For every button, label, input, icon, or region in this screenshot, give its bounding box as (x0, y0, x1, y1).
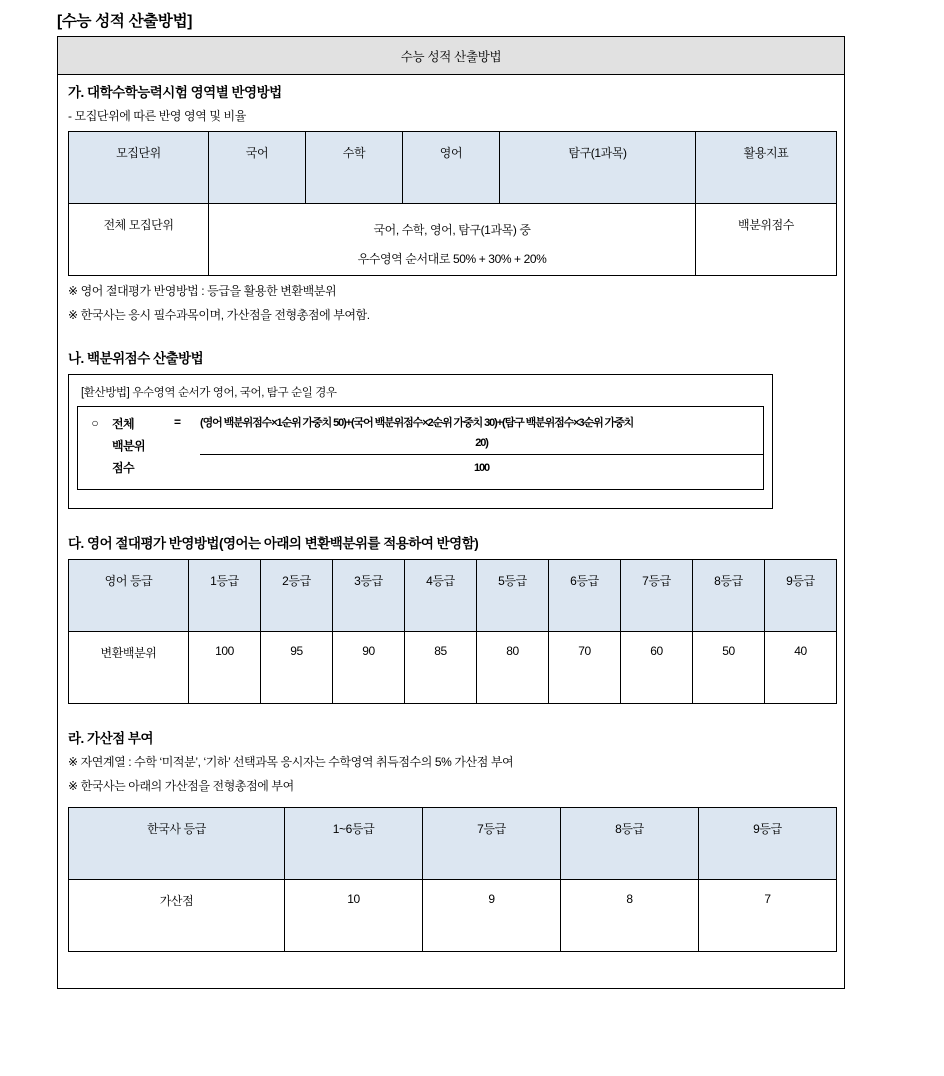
table-cell-value: 95 (261, 632, 333, 704)
table-cell-rule (209, 204, 696, 276)
section-a-subline: - 모집단위에 따른 반영 영역 및 비율 (68, 109, 246, 123)
table-cell-index: 백분위점수 (696, 204, 837, 276)
table-cell-value: 7 (699, 880, 837, 952)
section-c-heading: 다. 영어 절대평가 반영방법(영어는 아래의 변환백분위를 적용하여 반영함) (68, 536, 479, 551)
table-cell-value: 40 (765, 632, 837, 704)
korean-history-bonus-table (68, 807, 837, 952)
table-cell-value: 70 (549, 632, 621, 704)
banner-title: 수능 성적 산출방법 (58, 37, 844, 75)
table-header-cell: 4등급 (405, 560, 477, 632)
formula-row (78, 413, 763, 479)
table-cell-value: 10 (285, 880, 423, 952)
formula-caption: [환산방법] 우수영역 순서가 영어, 국어, 탐구 순일 경우 (81, 387, 337, 399)
table-cell-unit: 전체 모집단위 (69, 204, 209, 276)
table-row (69, 132, 837, 204)
table-header-cell: 한국사 등급 (69, 808, 285, 880)
page-title: [수능 성적 산출방법] (57, 13, 193, 30)
table-header-cell: 탐구(1과목) (500, 132, 696, 204)
rule-line-1: 국어, 수학, 영어, 탐구(1과목) 중 (373, 223, 531, 237)
table-header-cell: 활용지표 (696, 132, 837, 204)
table-header-cell: 5등급 (477, 560, 549, 632)
table-cell-value: 85 (405, 632, 477, 704)
table-cell-value: 50 (693, 632, 765, 704)
table-cell-value: 8 (561, 880, 699, 952)
table-cell-value: 80 (477, 632, 549, 704)
admission-reflection-table (68, 131, 837, 276)
document-frame (57, 36, 845, 989)
section-a-note-2: ※ 한국사는 응시 필수과목이며, 가산점을 전형총점에 부여함. (68, 308, 370, 322)
table-header-cell: 국어 (209, 132, 306, 204)
table-header-cell: 9등급 (699, 808, 837, 880)
table-header-cell: 3등급 (333, 560, 405, 632)
section-a-heading: 가. 대학수학능력시험 영역별 반영방법 (68, 85, 282, 100)
table-header-cell: 7등급 (423, 808, 561, 880)
formula-denominator: 100 (473, 462, 490, 474)
table-header-cell: 영어 (403, 132, 500, 204)
table-header-cell: 수학 (306, 132, 403, 204)
english-conversion-table (68, 559, 837, 704)
frame-body (58, 75, 844, 988)
table-header-cell: 6등급 (549, 560, 621, 632)
table-row-label: 변환백분위 (69, 632, 189, 704)
section-d-note-2: ※ 한국사는 아래의 가산점을 전형총점에 부여 (68, 779, 294, 793)
formula-label (112, 413, 174, 479)
table-row (69, 560, 837, 632)
rule-line-2: 우수영역 순서대로 50% + 30% + 20% (357, 252, 547, 266)
formula-label-line-2: 백분위 (112, 439, 145, 453)
table-cell-value: 100 (189, 632, 261, 704)
section-b-heading: 나. 백분위점수 산출방법 (68, 351, 204, 366)
table-header-cell: 7등급 (621, 560, 693, 632)
formula-label-line-1: 전체 (112, 417, 134, 431)
table-header-cell: 8등급 (693, 560, 765, 632)
table-cell-value: 90 (333, 632, 405, 704)
formula-equals: = (174, 415, 182, 429)
section-d-heading: 라. 가산점 부여 (68, 731, 153, 746)
table-row (69, 204, 837, 276)
formula-bullet: ○ (91, 416, 99, 430)
table-header-cell: 8등급 (561, 808, 699, 880)
formula-fraction (200, 413, 763, 478)
table-cell-value: 60 (621, 632, 693, 704)
table-header-cell: 1등급 (189, 560, 261, 632)
formula-numerator-line-1: (영어 백분위점수×1순위 가중치 50)+(국어 백분위점수×2순위 가중치 30)+(탐구 백분위점수×3순위 가중치 (200, 417, 634, 429)
formula-label-line-3: 점수 (112, 461, 134, 475)
table-cell-value: 9 (423, 880, 561, 952)
formula-box (68, 374, 773, 509)
section-d-note-1: ※ 자연계열 : 수학 ‘미적분’, ‘기하’ 선택과목 응시자는 수학영역 취득점수의 5% 가산점 부여 (68, 755, 514, 769)
formula-inner-box (77, 406, 764, 490)
table-row (69, 808, 837, 880)
table-header-cell: 모집단위 (69, 132, 209, 204)
table-row (69, 632, 837, 704)
formula-numerator-line-2: 20) (475, 437, 488, 449)
table-header-cell: 1~6등급 (285, 808, 423, 880)
table-header-cell: 영어 등급 (69, 560, 189, 632)
table-row-label: 가산점 (69, 880, 285, 952)
table-header-cell: 2등급 (261, 560, 333, 632)
table-header-cell: 9등급 (765, 560, 837, 632)
section-a-note-1: ※ 영어 절대평가 반영방법 : 등급을 활용한 변환백분위 (68, 284, 337, 298)
table-row (69, 880, 837, 952)
